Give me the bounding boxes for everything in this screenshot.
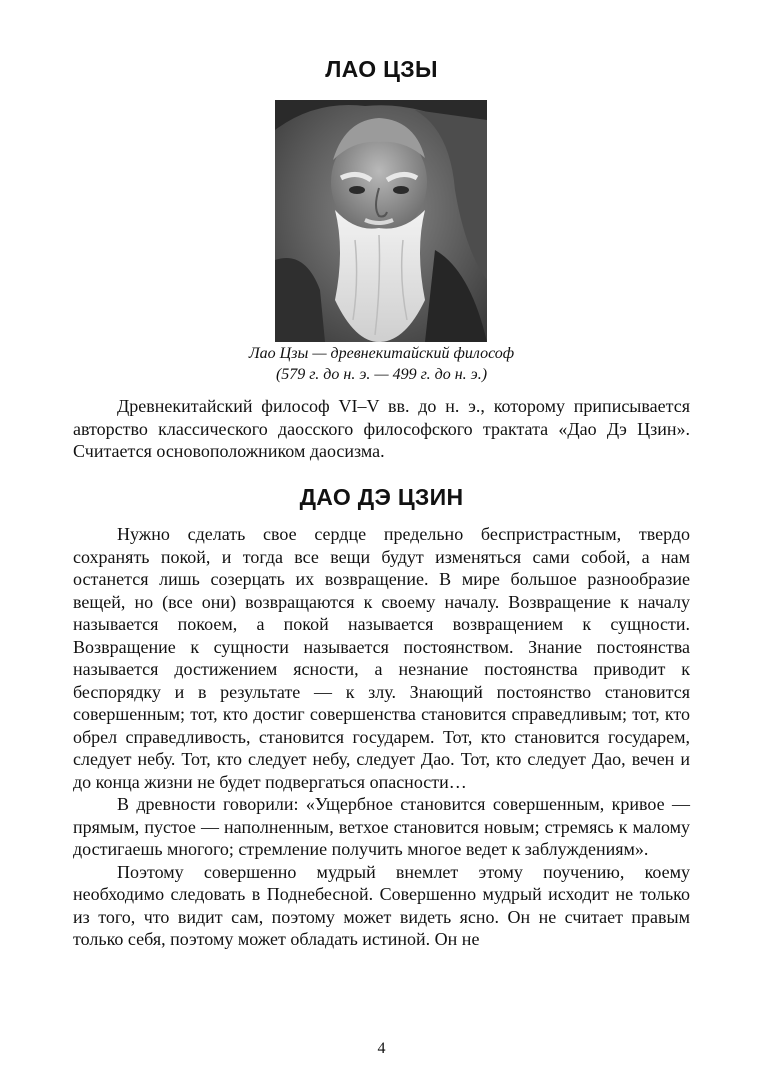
intro-paragraph: Древнекитайский философ VI–V вв. до н. э., которому приписывается авторство классического даосского философского трактата «Дао Дэ Цзин». Считается основоположником даосизма. [73,396,690,461]
paragraph: Поэтому совершенно мудрый внемлет этому поучению, коему необходимо следовать в Поднебесной. Совершенно мудрый исходит не только из того, что видит сам, поэтому может видеть ясно. Он не считает правым только себя, поэтому может обладать истиной. Он не [73,861,690,949]
page-number: 4 [377,1040,386,1057]
section-title: ДАО ДЭ ЦЗИН [299,484,464,510]
main-text [73,523,690,951]
paragraph: Нужно сделать свое сердце предельно беспристрастным, твердо сохранять покой, и тогда все вещи будут изменяться сами собой, а нам останется лишь созерцать их возвращение. В мире большое разнообразие вещей, но (все они) возвращаются к своему началу. Возвращение к началу называется покоем, а покой называется возвращением к сущности. Возвращение к сущности называется постоянством. Знание постоянства называется достижением ясности, а незнание постоянства приводит к беспорядку и в результате — к злу. Знающий постоянство становится совершенным; тот, кто достиг совершенства становится справедливым; тот, кто обрел справедливость, становится государем. Тот, кто становится государем, следует небу. Тот, кто следует небу, следует Дао. Тот, кто следует Дао, вечен и до конца жизни не будет подвергаться опасности… [73,524,690,792]
intro-section [73,395,690,463]
portrait-caption-dates: (579 г. до н. э. — 499 г. до н. э.) [275,366,488,383]
page-title: ЛАО ЦЗЫ [325,56,438,82]
portrait-image [275,100,487,342]
paragraph: В древности говорили: «Ущербное становится совершенным, кривое — прямым, пустое — наполненным, ветхое становится новым; стремясь к малому достигаешь многого; стремление получить многое ведет к заблуждениям». [73,794,690,859]
portrait-caption-name: Лао Цзы — древнекитайский философ [248,345,515,362]
